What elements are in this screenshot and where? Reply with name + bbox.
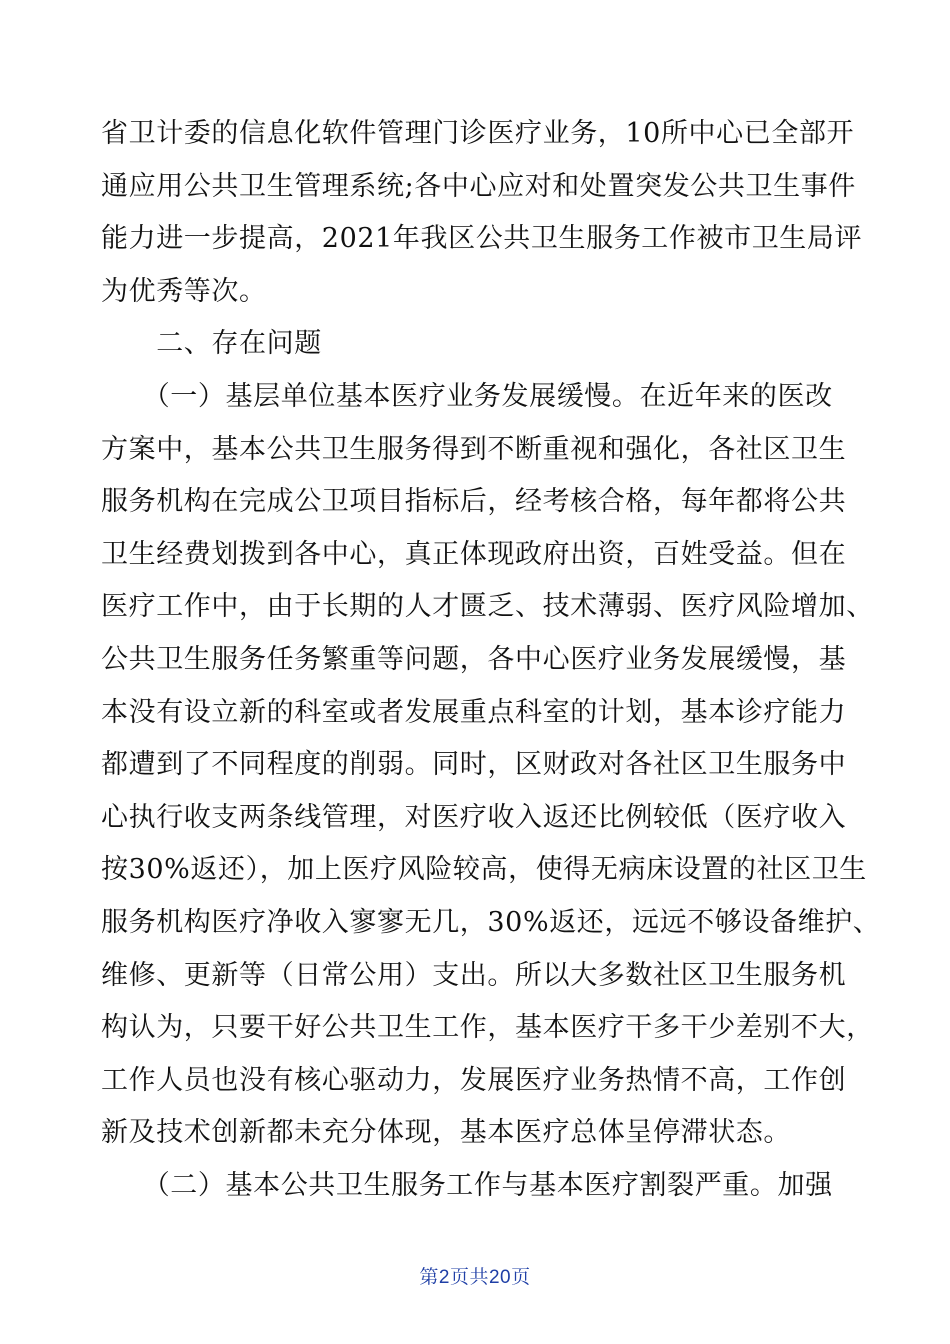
text-line: 服务机构医疗净收入寥寥无几，30%返还，远远不够设备维护、 — [101, 906, 881, 938]
text-line: 通应用公共卫生管理系统;各中心应对和处置突发公共卫生事件 — [101, 170, 856, 202]
page-number-footer: 第2页共20页 — [419, 1267, 531, 1288]
text-line: 心执行收支两条线管理，对医疗收入返还比例较低（医疗收入 — [101, 801, 847, 833]
text-line: 为优秀等次。 — [101, 275, 267, 307]
document-body — [101, 108, 881, 1212]
text-line: 省卫计委的信息化软件管理门诊医疗业务，10所中心已全部开 — [101, 118, 855, 149]
text-line: （一）基层单位基本医疗业务发展缓慢。在近年来的医改 — [101, 380, 833, 412]
text-line: 构认为，只要干好公共卫生工作，基本医疗干多干少差别不大， — [101, 1012, 874, 1044]
text-line: （二）基本公共卫生服务工作与基本医疗割裂严重。加强 — [101, 1169, 833, 1201]
text-line: 按30%返还），加上医疗风险较高，使得无病床设置的社区卫生 — [101, 854, 867, 886]
text-line: 维修、更新等（日常公用）支出。所以大多数社区卫生服务机 — [101, 959, 847, 991]
section-heading: 二、存在问题 — [101, 328, 322, 360]
text-line: 本没有设立新的科室或者发展重点科室的计划，基本诊疗能力 — [101, 696, 847, 728]
text-line: 医疗工作中，由于长期的人才匮乏、技术薄弱、医疗风险增加、 — [101, 591, 874, 623]
text-line: 能力进一步提高，2021年我区公共卫生服务工作被市卫生局评 — [101, 223, 863, 255]
text-line: 都遭到了不同程度的削弱。同时，区财政对各社区卫生服务中 — [101, 749, 847, 781]
text-line: 服务机构在完成公卫项目指标后，经考核合格，每年都将公共 — [101, 486, 847, 518]
text-line: 公共卫生服务任务繁重等问题，各中心医疗业务发展缓慢，基 — [101, 643, 847, 675]
text-line: 方案中，基本公共卫生服务得到不断重视和强化，各社区卫生 — [101, 433, 847, 465]
text-line: 新及技术创新都未充分体现，基本医疗总体呈停滞状态。 — [101, 1117, 791, 1149]
text-line: 卫生经费划拨到各中心，真正体现政府出资，百姓受益。但在 — [101, 538, 847, 570]
text-line: 工作人员也没有核心驱动力，发展医疗业务热情不高，工作创 — [101, 1064, 847, 1096]
